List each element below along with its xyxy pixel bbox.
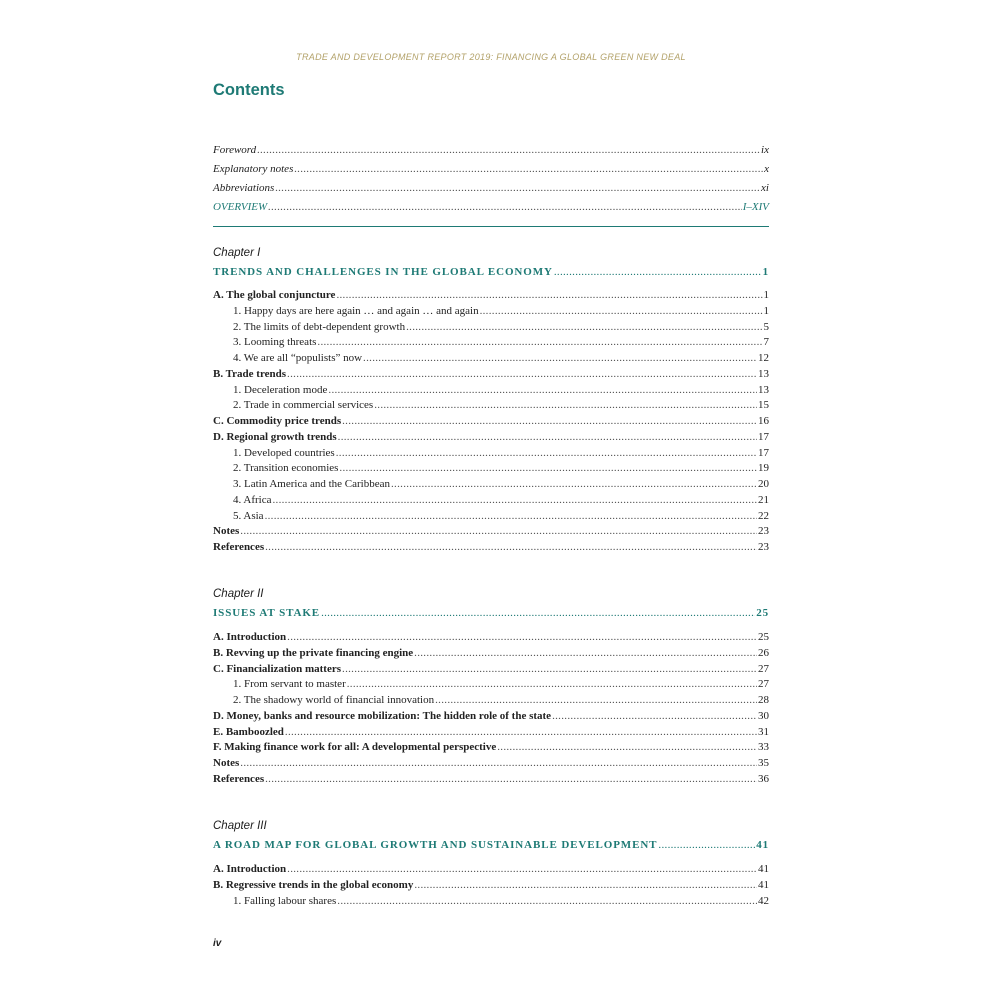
toc-entry-page: 27 [758, 678, 769, 690]
toc-subsection-entry[interactable] [213, 320, 769, 335]
dot-leader [275, 181, 760, 196]
toc-section-entry[interactable] [213, 430, 769, 445]
front-matter-entry[interactable] [213, 181, 769, 196]
front-matter-divider [213, 226, 769, 227]
dot-leader [414, 878, 757, 893]
dot-leader [339, 461, 757, 476]
toc-entry-title: E. Bamboozled [213, 726, 284, 738]
toc-entry-title: 1. Falling labour shares [233, 895, 337, 907]
toc-section-entry[interactable] [213, 772, 769, 787]
dot-leader [265, 772, 757, 787]
dot-leader [497, 740, 757, 755]
toc-entry-title: Foreword [213, 144, 257, 156]
toc-entry-title: B. Trade trends [213, 368, 287, 380]
dot-leader [240, 524, 757, 539]
toc-section-entry[interactable] [213, 367, 769, 382]
dot-leader [480, 304, 763, 319]
dot-leader [336, 446, 757, 461]
toc-section-entry[interactable] [213, 540, 769, 555]
toc-entry-page: 30 [758, 710, 769, 722]
toc-subsection-entry[interactable] [213, 894, 769, 909]
front-matter-entry[interactable] [213, 162, 769, 177]
dot-leader [435, 693, 757, 708]
toc-entry-title: 4. Africa [233, 494, 272, 506]
toc-entry-page: 35 [758, 757, 769, 769]
dot-leader [658, 838, 755, 853]
toc-entry-title: C. Commodity price trends [213, 415, 342, 427]
dot-leader [287, 862, 757, 877]
dot-leader [336, 288, 762, 303]
toc-entry-page: 17 [758, 447, 769, 459]
toc-subsection-entry[interactable] [213, 677, 769, 692]
dot-leader [414, 646, 757, 661]
toc-subsection-entry[interactable] [213, 304, 769, 319]
dot-leader [240, 756, 757, 771]
dot-leader [287, 367, 757, 382]
toc-entry-title: 2. The shadowy world of financial innovation [233, 694, 435, 706]
toc-entry-page: 21 [758, 494, 769, 506]
toc-entry-page: 25 [756, 607, 769, 619]
dot-leader [285, 725, 757, 740]
toc-entry-page: 41 [758, 879, 769, 891]
dot-leader [328, 383, 757, 398]
toc-section-entry[interactable] [213, 709, 769, 724]
toc-entry-title: A. Introduction [213, 631, 287, 643]
toc-entry-page: 20 [758, 478, 769, 490]
toc-subsection-entry[interactable] [213, 509, 769, 524]
dot-leader [257, 143, 760, 158]
chapter-title-entry[interactable] [213, 606, 769, 621]
toc-entry-page: 33 [758, 741, 769, 753]
toc-subsection-entry[interactable] [213, 461, 769, 476]
toc-entry-title: 5. Asia [233, 510, 264, 522]
dot-leader [265, 509, 757, 524]
toc-section-entry[interactable] [213, 662, 769, 677]
toc-entry-page: 16 [758, 415, 769, 427]
toc-entry-page: 15 [758, 399, 769, 411]
toc-entry-title: 2. Trade in commercial services [233, 399, 374, 411]
chapter-label: Chapter III [213, 820, 267, 832]
toc-entry-page: xi [761, 182, 769, 194]
dot-leader [552, 709, 757, 724]
toc-subsection-entry[interactable] [213, 477, 769, 492]
toc-entry-page: 12 [758, 352, 769, 364]
toc-section-entry[interactable] [213, 756, 769, 771]
toc-section-entry[interactable] [213, 646, 769, 661]
page-number: iv [213, 938, 222, 949]
toc-subsection-entry[interactable] [213, 493, 769, 508]
dot-leader [321, 606, 755, 621]
toc-entry-title: A ROAD MAP FOR GLOBAL GROWTH AND SUSTAINABLE DEVELOPMENT [213, 839, 658, 851]
page-title: Contents [213, 81, 285, 99]
toc-entry-title: A. Introduction [213, 863, 287, 875]
toc-entry-page: 23 [758, 541, 769, 553]
dot-leader [287, 630, 757, 645]
toc-entry-page: 42 [758, 895, 769, 907]
toc-entry-title: B. Revving up the private financing engine [213, 647, 414, 659]
toc-section-entry[interactable] [213, 862, 769, 877]
toc-entry-page: 26 [758, 647, 769, 659]
toc-subsection-entry[interactable] [213, 351, 769, 366]
toc-entry-title: Explanatory notes [213, 163, 294, 175]
toc-entry-page: 1 [763, 305, 769, 317]
toc-entry-title: D. Money, banks and resource mobilization: The hidden role of the state [213, 710, 552, 722]
toc-entry-title: 1. Developed countries [233, 447, 335, 459]
toc-section-entry[interactable] [213, 725, 769, 740]
toc-entry-title: References [213, 541, 265, 553]
toc-section-entry[interactable] [213, 878, 769, 893]
toc-entry-title: F. Making finance work for all: A developmental perspective [213, 741, 497, 753]
toc-entry-title: ISSUES AT STAKE [213, 607, 321, 619]
toc-entry-title: OVERVIEW [213, 201, 268, 213]
toc-entry-page: ix [761, 144, 769, 156]
toc-entry-page: 5 [763, 321, 769, 333]
toc-entry-page: 27 [758, 663, 769, 675]
dot-leader [294, 162, 763, 177]
toc-entry-title: B. Regressive trends in the global economy [213, 879, 414, 891]
front-matter-entry[interactable] [213, 200, 769, 215]
toc-section-entry[interactable] [213, 524, 769, 539]
toc-entry-page: 17 [758, 431, 769, 443]
toc-entry-page: 25 [758, 631, 769, 643]
toc-entry-title: TRENDS AND CHALLENGES IN THE GLOBAL ECONOMY [213, 266, 553, 278]
chapter-title-entry[interactable] [213, 265, 769, 280]
chapter-label: Chapter II [213, 588, 264, 600]
dot-leader [272, 493, 757, 508]
dot-leader [406, 320, 762, 335]
chapter-label: Chapter I [213, 247, 261, 259]
dot-leader [337, 894, 757, 909]
toc-entry-page: 41 [758, 863, 769, 875]
toc-entry-page: 31 [758, 726, 769, 738]
toc-entry-title: Notes [213, 757, 240, 769]
toc-entry-page: x [764, 163, 769, 175]
dot-leader [338, 430, 757, 445]
toc-subsection-entry[interactable] [213, 383, 769, 398]
toc-entry-title: 1. Happy days are here again … and again … and again [233, 305, 479, 317]
toc-entry-title: Abbreviations [213, 182, 275, 194]
toc-entry-page: 13 [758, 368, 769, 380]
toc-entry-title: C. Financialization matters [213, 663, 342, 675]
dot-leader [268, 200, 742, 215]
dot-leader [265, 540, 757, 555]
toc-entry-title: D. Regional growth trends [213, 431, 337, 443]
toc-entry-title: References [213, 773, 265, 785]
toc-entry-title: 3. Latin America and the Caribbean [233, 478, 390, 490]
toc-subsection-entry[interactable] [213, 446, 769, 461]
front-matter-entry[interactable] [213, 143, 769, 158]
toc-entry-page: 22 [758, 510, 769, 522]
toc-subsection-entry[interactable] [213, 693, 769, 708]
toc-entry-page: 13 [758, 384, 769, 396]
dot-leader [347, 677, 757, 692]
running-header: TRADE AND DEVELOPMENT REPORT 2019: FINANCING A GLOBAL GREEN NEW DEAL [296, 52, 686, 62]
toc-entry-title: 2. The limits of debt-dependent growth [233, 321, 406, 333]
toc-entry-page: 41 [756, 839, 769, 851]
toc-section-entry[interactable] [213, 630, 769, 645]
toc-entry-title: 3. Looming threats [233, 336, 317, 348]
toc-section-entry[interactable] [213, 740, 769, 755]
dot-leader [554, 265, 762, 280]
toc-entry-title: Notes [213, 525, 240, 537]
dot-leader [342, 414, 757, 429]
toc-entry-page: 1 [762, 266, 769, 278]
toc-entry-page: 1 [763, 289, 769, 301]
toc-entry-title: 2. Transition economies [233, 462, 339, 474]
toc-entry-title: A. The global conjuncture [213, 289, 336, 301]
toc-section-entry[interactable] [213, 288, 769, 303]
dot-leader [363, 351, 757, 366]
chapter-title-entry[interactable] [213, 838, 769, 853]
toc-subsection-entry[interactable] [213, 335, 769, 350]
toc-entry-page: 23 [758, 525, 769, 537]
toc-entry-page: I–XIV [742, 201, 769, 213]
dot-leader [374, 398, 757, 413]
toc-entry-title: 1. Deceleration mode [233, 384, 328, 396]
dot-leader [317, 335, 762, 350]
toc-subsection-entry[interactable] [213, 398, 769, 413]
dot-leader [342, 662, 757, 677]
toc-entry-title: 1. From servant to master [233, 678, 346, 690]
toc-entry-title: 4. We are all “populists” now [233, 352, 363, 364]
toc-entry-page: 7 [763, 336, 769, 348]
toc-entry-page: 19 [758, 462, 769, 474]
dot-leader [391, 477, 757, 492]
toc-entry-page: 28 [758, 694, 769, 706]
toc-entry-page: 36 [758, 773, 769, 785]
toc-section-entry[interactable] [213, 414, 769, 429]
